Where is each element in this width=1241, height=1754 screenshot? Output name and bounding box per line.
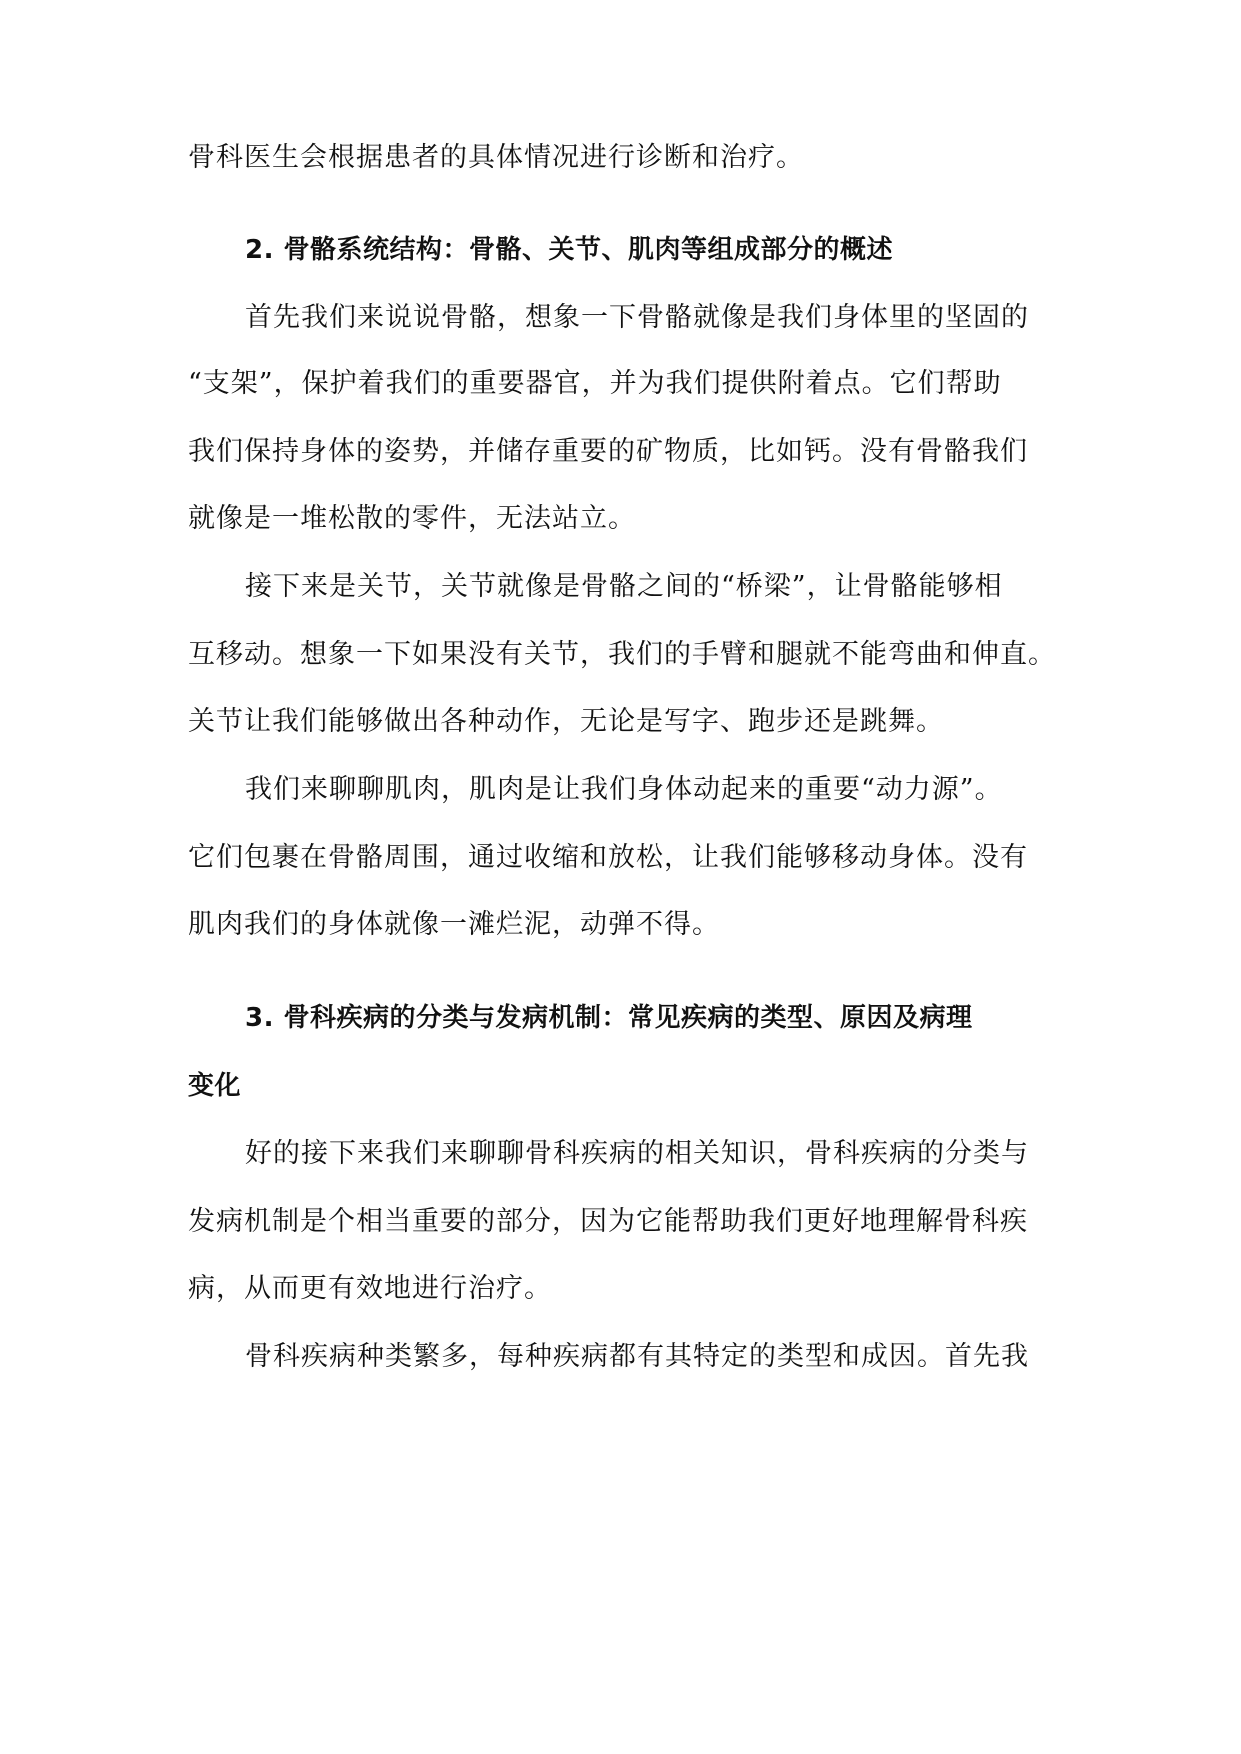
paragraph-line: 我们保持身体的姿势，并储存重要的矿物质，比如钙。没有骨骼我们 <box>188 436 1028 467</box>
paragraph-line: 发病机制是个相当重要的部分，因为它能帮助我们更好地理解骨科疾 <box>188 1206 1028 1237</box>
paragraph-line: 关节让我们能够做出各种动作，无论是写字、跑步还是跳舞。 <box>188 706 944 737</box>
paragraph-line: 它们包裹在骨骼周围，通过收缩和放松，让我们能够移动身体。没有 <box>188 842 1028 873</box>
paragraph-line: 肌肉我们的身体就像一滩烂泥，动弹不得。 <box>188 909 720 940</box>
paragraph-line: 互移动。想象一下如果没有关节，我们的手臂和腿就不能弯曲和伸直。 <box>188 639 1056 670</box>
paragraph-line: 骨科医生会根据患者的具体情况进行诊断和治疗。 <box>188 142 804 173</box>
section-heading-2: 2. 骨骼系统结构：骨骼、关节、肌肉等组成部分的概述 <box>245 235 894 265</box>
paragraph-line: 我们来聊聊肌肉，肌肉是让我们身体动起来的重要“动力源”。 <box>245 774 1003 805</box>
paragraph-line: 骨科疾病种类繁多，每种疾病都有其特定的类型和成因。首先我 <box>245 1341 1029 1372</box>
section-heading-3: 3. 骨科疾病的分类与发病机制：常见疾病的类型、原因及病理 <box>245 1003 973 1033</box>
section-heading-3-continued: 变化 <box>188 1071 242 1101</box>
paragraph-line: 接下来是关节，关节就像是骨骼之间的“桥梁”，让骨骼能够相 <box>245 571 1003 602</box>
paragraph-line: 好的接下来我们来聊聊骨科疾病的相关知识，骨科疾病的分类与 <box>245 1138 1029 1169</box>
paragraph-line: “支架”，保护着我们的重要器官，并为我们提供附着点。它们帮助 <box>188 368 1002 399</box>
paragraph-line: 病，从而更有效地进行治疗。 <box>188 1273 552 1304</box>
paragraph-line: 就像是一堆松散的零件，无法站立。 <box>188 503 636 534</box>
paragraph-line: 首先我们来说说骨骼，想象一下骨骼就像是我们身体里的坚固的 <box>245 302 1029 333</box>
